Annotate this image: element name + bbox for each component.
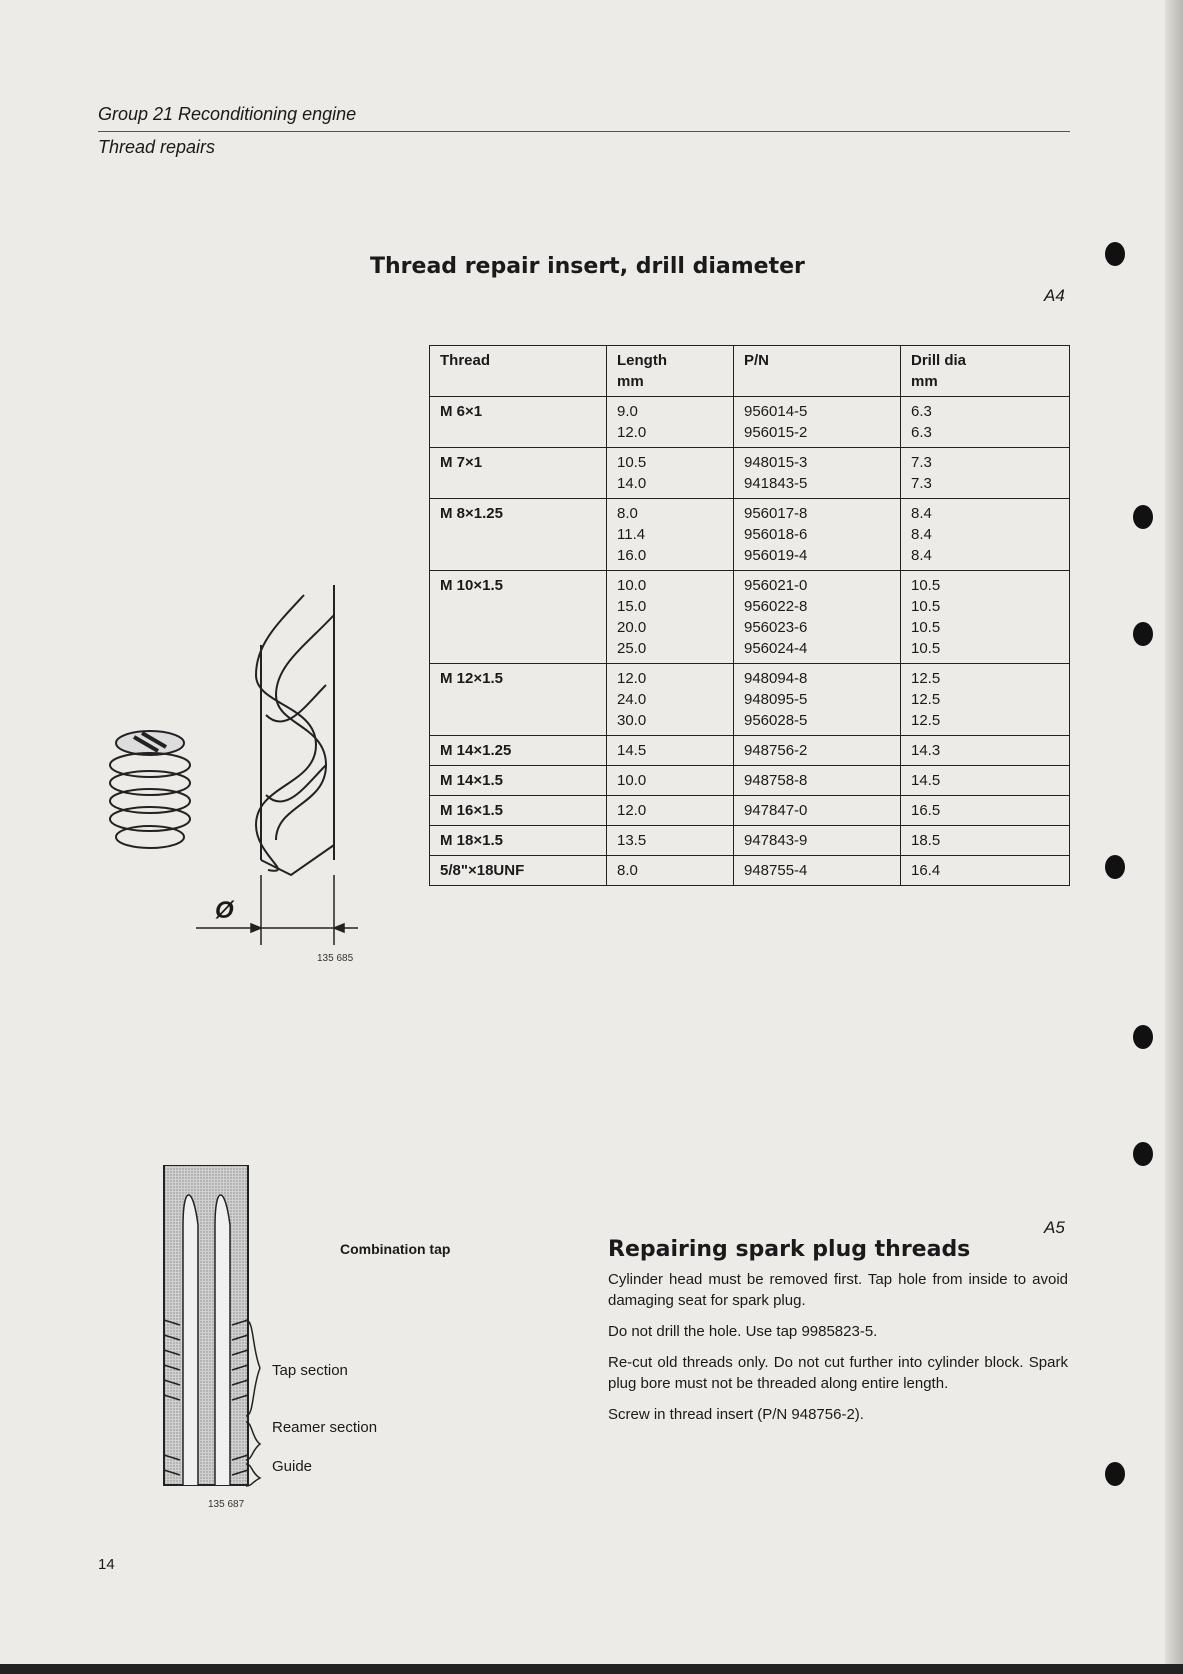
cell-drill xyxy=(901,499,1070,571)
page-edge-shadow xyxy=(1165,0,1183,1674)
a4-figure-code: 135 685 xyxy=(317,953,354,964)
a5-ref: A5 xyxy=(1044,1218,1065,1237)
cell-length xyxy=(607,571,734,664)
cell-pn xyxy=(734,766,901,796)
cell-pn-value: 956024-4 xyxy=(744,640,808,657)
cell-length xyxy=(607,796,734,826)
table-row xyxy=(430,736,1070,766)
cell-length-value: 20.0 xyxy=(617,619,647,636)
cell-pn-value: 948015-3 xyxy=(744,454,808,471)
cell-length-value: 25.0 xyxy=(617,640,647,657)
cell-length xyxy=(607,448,734,499)
cell-pn-value: 947847-0 xyxy=(744,802,808,819)
cell-drill xyxy=(901,571,1070,664)
a5-figure-code: 135 687 xyxy=(208,1499,245,1510)
cell-drill-value: 18.5 xyxy=(911,832,941,849)
cell-pn-value: 956021-0 xyxy=(744,577,808,594)
cell-pn-value: 956028-5 xyxy=(744,712,808,729)
cell-pn xyxy=(734,856,901,886)
cell-drill xyxy=(901,796,1070,826)
table-row xyxy=(430,397,1070,448)
cell-thread: M 6×1 xyxy=(430,397,607,448)
cell-drill xyxy=(901,736,1070,766)
a5-body xyxy=(608,1269,1068,1425)
cell-length xyxy=(607,499,734,571)
cell-drill-value: 10.5 xyxy=(911,598,941,615)
header-section-title: Thread repairs xyxy=(98,137,216,157)
cell-pn xyxy=(734,664,901,736)
cell-drill xyxy=(901,826,1070,856)
cell-length xyxy=(607,856,734,886)
cell-drill xyxy=(901,448,1070,499)
diameter-symbol: Ø xyxy=(215,897,234,924)
cell-drill-value: 10.5 xyxy=(911,619,941,636)
combination-tap-caption: Combination tap xyxy=(340,1241,451,1257)
cell-length-value: 10.5 xyxy=(617,454,647,471)
a4-ref: A4 xyxy=(1044,286,1065,305)
cell-length xyxy=(607,826,734,856)
cell-length-value: 10.0 xyxy=(617,772,647,789)
binder-hole xyxy=(1105,242,1125,266)
cell-thread: M 16×1.5 xyxy=(430,796,607,826)
table-row xyxy=(430,856,1070,886)
cell-length-value: 8.0 xyxy=(617,505,638,522)
cell-pn xyxy=(734,826,901,856)
cell-drill-value: 6.3 xyxy=(911,403,932,420)
table-row xyxy=(430,664,1070,736)
cell-length xyxy=(607,766,734,796)
cell-drill-value: 12.5 xyxy=(911,670,941,687)
cell-pn-value: 948755-4 xyxy=(744,862,808,879)
a5-paragraph: Screw in thread insert (P/N 948756-2). xyxy=(608,1406,864,1423)
table-row xyxy=(430,448,1070,499)
cell-drill-value: 8.4 xyxy=(911,526,932,543)
a5-paragraph: Re-cut old threads only. Do not cut further into cylinder block. Spark plug bore must not be threaded along entire length. xyxy=(608,1354,1068,1392)
thread-insert-coil-figure xyxy=(100,725,200,860)
table-row xyxy=(430,796,1070,826)
combination-tap-figure xyxy=(158,1165,258,1490)
cell-drill xyxy=(901,856,1070,886)
header-group-title: Group 21 Reconditioning engine xyxy=(98,104,357,124)
a5-title: Repairing spark plug threads xyxy=(608,1237,971,1262)
cell-thread: M 14×1.5 xyxy=(430,766,607,796)
cell-pn-value: 948758-8 xyxy=(744,772,808,789)
cell-drill-value: 14.3 xyxy=(911,742,941,759)
binder-hole xyxy=(1133,505,1153,529)
cell-length-value: 30.0 xyxy=(617,712,647,729)
table-row xyxy=(430,499,1070,571)
cell-pn-value: 956014-5 xyxy=(744,403,808,420)
header-divider xyxy=(98,131,1070,132)
cell-drill-value: 16.4 xyxy=(911,862,941,879)
cell-pn xyxy=(734,499,901,571)
cell-pn-value: 956015-2 xyxy=(744,424,808,441)
cell-thread: M 8×1.25 xyxy=(430,499,607,571)
cell-length-value: 16.0 xyxy=(617,547,647,564)
cell-pn-value: 956019-4 xyxy=(744,547,808,564)
binder-hole xyxy=(1133,1142,1153,1166)
a4-title: Thread repair insert, drill diameter xyxy=(370,254,805,279)
cell-drill-value: 8.4 xyxy=(911,505,932,522)
cell-length-value: 11.4 xyxy=(617,526,646,543)
cell-length xyxy=(607,397,734,448)
cell-drill-value: 16.5 xyxy=(911,802,941,819)
cell-drill-value: 14.5 xyxy=(911,772,941,789)
table-row xyxy=(430,571,1070,664)
a5-paragraph: Do not drill the hole. Use tap 9985823-5. xyxy=(608,1323,878,1340)
col-drill-header: Drill dia mm xyxy=(901,346,1070,397)
table-header-row xyxy=(430,346,1070,397)
col-pn-header: P/N xyxy=(734,346,901,397)
cell-thread: M 10×1.5 xyxy=(430,571,607,664)
cell-pn-value: 956022-8 xyxy=(744,598,808,615)
cell-pn-value: 948095-5 xyxy=(744,691,808,708)
cell-length-value: 12.0 xyxy=(617,802,647,819)
cell-length-value: 9.0 xyxy=(617,403,638,420)
cell-pn-value: 947843-9 xyxy=(744,832,808,849)
cell-drill-value: 7.3 xyxy=(911,475,932,492)
cell-thread: M 12×1.5 xyxy=(430,664,607,736)
tap-section-braces xyxy=(244,1318,268,1488)
cell-pn-value: 948756-2 xyxy=(744,742,808,759)
cell-thread: 5/8"×18UNF xyxy=(430,856,607,886)
cell-length-value: 12.0 xyxy=(617,424,647,441)
cell-length-value: 13.5 xyxy=(617,832,647,849)
cell-pn-value: 956023-6 xyxy=(744,619,808,636)
cell-drill-value: 10.5 xyxy=(911,640,941,657)
binder-hole xyxy=(1133,622,1153,646)
binder-hole xyxy=(1105,1462,1125,1486)
scan-bottom-edge xyxy=(0,1664,1183,1674)
cell-length-value: 8.0 xyxy=(617,862,638,879)
cell-pn xyxy=(734,736,901,766)
binder-hole xyxy=(1105,855,1125,879)
binder-hole xyxy=(1133,1025,1153,1049)
cell-drill-value: 10.5 xyxy=(911,577,941,594)
col-length-header: Length mm xyxy=(607,346,734,397)
cell-pn xyxy=(734,397,901,448)
cell-thread: M 14×1.25 xyxy=(430,736,607,766)
guide-label: Guide xyxy=(272,1458,313,1475)
cell-drill xyxy=(901,766,1070,796)
cell-length-value: 12.0 xyxy=(617,670,647,687)
cell-length-value: 24.0 xyxy=(617,691,647,708)
cell-pn-value: 948094-8 xyxy=(744,670,808,687)
cell-pn xyxy=(734,448,901,499)
cell-pn xyxy=(734,796,901,826)
cell-length-value: 14.5 xyxy=(617,742,647,759)
cell-drill-value: 12.5 xyxy=(911,691,941,708)
cell-drill-value: 8.4 xyxy=(911,547,932,564)
tap-section-label: Tap section xyxy=(272,1362,348,1379)
cell-pn-value: 941843-5 xyxy=(744,475,808,492)
cell-drill xyxy=(901,664,1070,736)
cell-drill-value: 6.3 xyxy=(911,424,932,441)
thread-repair-table xyxy=(429,345,1070,886)
cell-length-value: 15.0 xyxy=(617,598,647,615)
table-row xyxy=(430,766,1070,796)
cell-length-value: 10.0 xyxy=(617,577,647,594)
cell-pn-value: 956018-6 xyxy=(744,526,808,543)
page-number: 14 xyxy=(98,1556,115,1573)
cell-length-value: 14.0 xyxy=(617,475,647,492)
reamer-section-label: Reamer section xyxy=(272,1419,378,1436)
cell-drill-value: 12.5 xyxy=(911,712,941,729)
cell-pn xyxy=(734,571,901,664)
cell-length xyxy=(607,664,734,736)
cell-length xyxy=(607,736,734,766)
cell-thread: M 7×1 xyxy=(430,448,607,499)
cell-thread: M 18×1.5 xyxy=(430,826,607,856)
drill-bit-figure xyxy=(196,585,376,945)
a5-paragraph: Cylinder head must be removed first. Tap hole from inside to avoid damaging seat for spark plug. xyxy=(608,1271,1068,1309)
table-row xyxy=(430,826,1070,856)
col-thread-header: Thread xyxy=(430,346,607,397)
cell-pn-value: 956017-8 xyxy=(744,505,808,522)
cell-drill-value: 7.3 xyxy=(911,454,932,471)
cell-drill xyxy=(901,397,1070,448)
